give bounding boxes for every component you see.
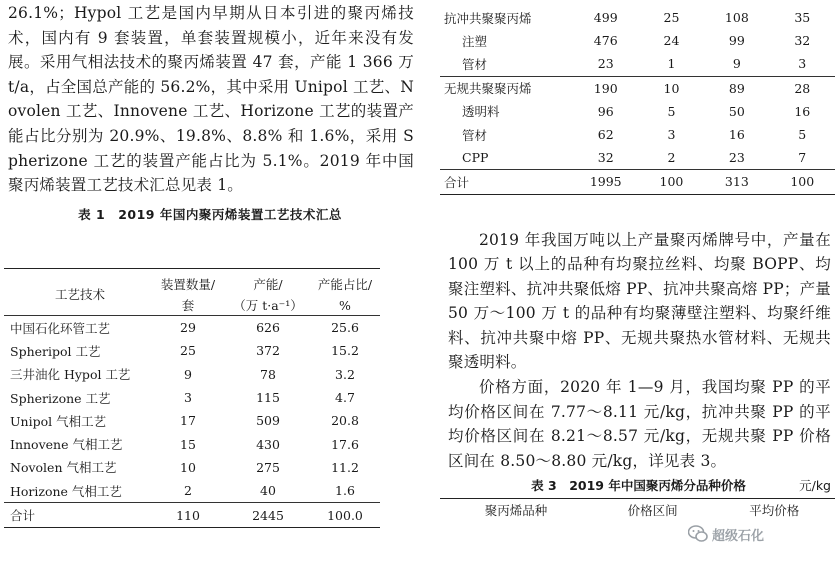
cell-units: 25 xyxy=(180,343,196,359)
table1-header-share-unit: % xyxy=(310,295,380,316)
cell-share: 25.6 xyxy=(331,320,359,336)
watermark xyxy=(688,522,808,546)
cell-value: 1995 xyxy=(573,170,639,194)
cell-tech: Novolen 气相工艺 xyxy=(10,460,117,476)
table-total-row xyxy=(440,170,835,194)
cell-units: 10 xyxy=(180,459,196,475)
table3 xyxy=(440,498,835,521)
cell-name: 管材 xyxy=(462,56,488,72)
wechat-icon xyxy=(688,525,708,543)
table-row xyxy=(4,316,380,340)
table-row xyxy=(440,29,835,52)
cell-capacity: 2445 xyxy=(226,503,310,527)
table1-header-units-unit: 套 xyxy=(150,295,226,316)
cell-capacity: 372 xyxy=(256,343,280,359)
table3-header-row xyxy=(440,499,835,522)
cell-share: 3.2 xyxy=(335,366,355,382)
cell-tech: 三井油化 Hypol 工艺 xyxy=(10,367,131,383)
table1 xyxy=(4,268,380,528)
cell-capacity: 430 xyxy=(256,436,280,452)
table2-continued xyxy=(440,6,835,195)
cell-value: 100 xyxy=(770,170,835,194)
cell-value: 5 xyxy=(667,103,676,119)
cell-value: 476 xyxy=(593,33,618,49)
cell-value: 28 xyxy=(770,76,835,100)
cell-value: 1 xyxy=(667,56,676,72)
table3-header-range: 价格区间 xyxy=(627,503,678,519)
left-column xyxy=(0,0,420,229)
cell-value: 108 xyxy=(724,10,749,26)
cell-name: 透明料 xyxy=(462,104,500,120)
body-paragraph: 2019 年我国万吨以上产量聚丙烯牌号中，产量在 100 万 t 以上的品种有均聚拉丝料、均聚 BOPP、均聚注塑料、抗冲共聚低熔 PP、抗冲共聚高熔 PP；产量 50 万～100 万 t 的品种有均聚薄壁注塑料、均聚纤维料、抗冲共聚中熔 PP、无规共聚热水管材料、无规共聚透明料。 xyxy=(448,230,831,372)
cell-capacity: 509 xyxy=(256,413,280,429)
cell-capacity: 115 xyxy=(256,390,280,406)
cell-tech: Horizone 气相工艺 xyxy=(10,483,122,499)
table-row xyxy=(440,6,835,29)
cell-value: 16 xyxy=(728,127,745,143)
cell-name: 合计 xyxy=(440,170,573,194)
cell-tech: Spheripol 工艺 xyxy=(10,343,101,359)
cell-share: 20.8 xyxy=(331,413,359,429)
cell-capacity: 626 xyxy=(256,320,280,336)
table-row xyxy=(440,100,835,123)
cell-value: 89 xyxy=(704,76,769,100)
cell-share: 17.6 xyxy=(331,436,359,452)
cell-value: 3 xyxy=(798,56,807,72)
table1-header-capacity: 产能/ xyxy=(253,277,283,292)
table-row xyxy=(4,339,380,362)
cell-tech: 中国石化环管工艺 xyxy=(10,320,111,336)
cell-value: 10 xyxy=(639,76,704,100)
table-total-row xyxy=(4,503,380,527)
table1-caption: 表 1 2019 年国内聚丙烯装置工艺技术汇总 xyxy=(78,206,342,222)
cell-name: 无规共聚聚丙烯 xyxy=(440,76,573,100)
cell-value: 100 xyxy=(639,170,704,194)
cell-tech: Innovene 气相工艺 xyxy=(10,437,123,453)
cell-name: 注塑 xyxy=(462,33,488,49)
table-row xyxy=(440,76,835,100)
table3-caption: 表 3 2019 年中国聚丙烯分品种价格 xyxy=(531,478,746,494)
cell-value: 50 xyxy=(728,103,745,119)
cell-value: 2 xyxy=(667,150,676,166)
cell-share: 1.6 xyxy=(335,483,355,499)
body-paragraph: 26.1%；Hypol 工艺是国内早期从日本引进的聚丙烯技术，国内有 9 套装置，单套装置规模小，近年来没有发展。采用气相法技术的聚丙烯装置 47 套，产能 1 366 万 t/a，占全国总产能的 56.2%，其中采用 Unipol 工艺、Novolen 工艺、Innovene 工艺、Horizone 工艺的装置产能占比分别为 20.9%、19.8%、8.8% 和 1.6%，采用 Spherizone 工艺的装置产能占比为 5.1%。2019 年中国聚丙烯装置工艺技术汇总见表 1。 xyxy=(8,4,414,195)
cell-value: 190 xyxy=(573,76,639,100)
cell-units: 29 xyxy=(180,320,196,336)
watermark-text: 超级石化 xyxy=(712,528,765,544)
cell-units: 110 xyxy=(150,503,226,527)
cell-tech: Unipol 气相工艺 xyxy=(10,413,107,429)
cell-value: 313 xyxy=(704,170,769,194)
cell-tech: Spherizone 工艺 xyxy=(10,390,111,406)
cell-value: 35 xyxy=(794,10,811,26)
table3-caption-line xyxy=(440,476,837,494)
table-row xyxy=(4,479,380,503)
cell-value: 499 xyxy=(593,10,618,26)
cell-share: 15.2 xyxy=(331,343,359,359)
table-row xyxy=(4,409,380,432)
cell-units: 3 xyxy=(184,390,192,406)
cell-value: 99 xyxy=(728,33,745,49)
cell-value: 23 xyxy=(728,150,745,166)
table-row xyxy=(4,432,380,455)
cell-name: 管材 xyxy=(462,127,488,143)
table-row xyxy=(440,52,835,76)
table3-header-average: 平均价格 xyxy=(749,503,800,519)
cell-capacity: 40 xyxy=(260,483,276,499)
table-row xyxy=(440,146,835,170)
cell-share: 11.2 xyxy=(331,459,359,475)
cell-value: 3 xyxy=(667,127,676,143)
cell-value: 24 xyxy=(663,33,680,49)
cell-value: 16 xyxy=(794,103,811,119)
table-row xyxy=(4,386,380,409)
table1-header-units: 装置数量/ xyxy=(160,277,216,292)
cell-name: 抗冲共聚聚丙烯 xyxy=(444,10,532,26)
cell-units: 2 xyxy=(184,483,192,499)
cell-value: 5 xyxy=(798,127,807,143)
table3-header-variety: 聚丙烯品种 xyxy=(484,503,548,519)
cell-value: 25 xyxy=(663,10,680,26)
table-row xyxy=(4,456,380,479)
cell-value: 7 xyxy=(798,150,807,166)
cell-capacity: 78 xyxy=(260,366,276,382)
cell-value: 96 xyxy=(597,103,614,119)
cell-share: 100.0 xyxy=(310,503,380,527)
body-paragraph: 价格方面，2020 年 1—9 月，我国均聚 PP 的平均价格区间在 7.77～8.11 元/kg，抗冲共聚 PP 的平均价格区间在 8.21～8.57 元/kg，无规共聚 PP 价格区间在 8.50～8.80 元/kg，详见表 3。 xyxy=(448,378,831,470)
cell-value: 9 xyxy=(732,56,741,72)
table-row xyxy=(440,123,835,146)
cell-value: 62 xyxy=(597,127,614,143)
cell-value: 23 xyxy=(597,56,614,72)
table-row xyxy=(4,363,380,386)
right-column xyxy=(440,0,837,521)
cell-value: 32 xyxy=(597,150,614,166)
cell-capacity: 275 xyxy=(256,459,280,475)
cell-units: 17 xyxy=(180,413,196,429)
table1-header-share: 产能占比/ xyxy=(317,277,373,292)
table1-header-tech: 工艺技术 xyxy=(4,269,150,316)
cell-units: 15 xyxy=(180,436,196,452)
cell-tech: 合计 xyxy=(4,503,150,527)
cell-share: 4.7 xyxy=(335,390,355,406)
cell-name: CPP xyxy=(462,150,489,166)
table3-unit: 元/kg xyxy=(799,478,831,494)
table1-header-capacity-unit: （万 t·a⁻¹） xyxy=(226,295,310,316)
cell-units: 9 xyxy=(184,366,192,382)
cell-value: 32 xyxy=(794,33,811,49)
